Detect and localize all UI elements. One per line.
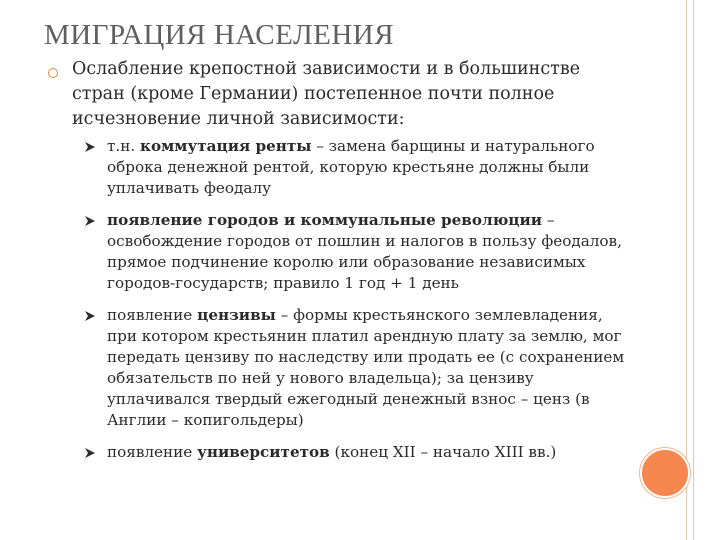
list-item [84, 210, 634, 294]
right-border-decoration [686, 0, 694, 540]
list-item [84, 136, 634, 199]
orange-circle-decoration [640, 448, 690, 498]
item-bold-term: университетов [197, 443, 330, 461]
arrowhead-bullet-icon [84, 141, 96, 153]
item-bold-term: появление городов и коммунальные революции [107, 211, 543, 229]
item-prefix: т.н. [107, 137, 141, 155]
item-rest: – формы крестьянского землевладения, при котором крестьянин платил арендную плату за землю, мог передать цензиву по наследству или продать ее (с сохранением обязательств по ней у нового владельца); за цензиву уплачивался твердый ежегодный денежный взнос – ценз (в Англии – копигольдеры) [107, 306, 625, 429]
item-prefix: появление [107, 443, 198, 461]
item-rest: – замена барщины и натурального оброка денежной рентой, которую крестьяне должны были уплачивать феодалу [107, 137, 595, 197]
item-prefix: появление [107, 306, 198, 324]
list-item [84, 305, 634, 431]
item-bold-term: цензивы [197, 306, 276, 324]
sub-bullet-list [84, 136, 634, 474]
arrowhead-bullet-icon [84, 310, 96, 322]
slide-title: МИГРАЦИЯ НАСЕЛЕНИЯ [44, 19, 395, 51]
main-bullet-text: Ослабление крепостной зависимости и в большинстве стран (кроме Германии) постепенное почти полное исчезновение личной зависимости: [72, 59, 581, 129]
item-rest: – освобождение городов от пошлин и налогов в пользу феодалов, прямое подчинение королю или образование независимых городов-государств; правило 1 год + 1 день [107, 211, 622, 292]
list-item [84, 442, 634, 463]
hollow-circle-bullet-icon [48, 68, 58, 78]
item-rest: (конец XII – начало XIII вв.) [329, 443, 557, 461]
item-bold-term: коммутация ренты [140, 137, 312, 155]
arrowhead-bullet-icon [84, 215, 96, 227]
arrowhead-bullet-icon [84, 447, 96, 459]
